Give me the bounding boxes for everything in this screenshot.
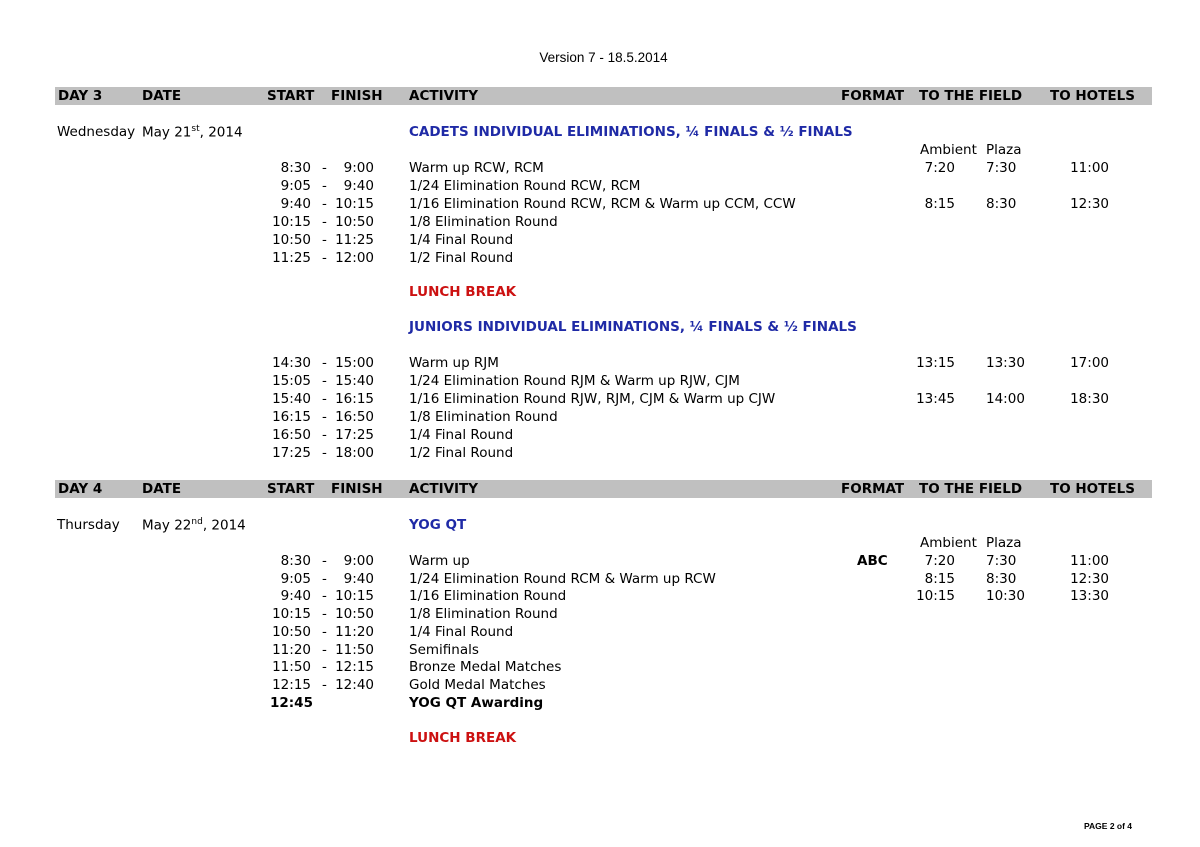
schedule-sep: - [322, 641, 327, 658]
schedule-sep: - [322, 553, 327, 569]
day3-header-date: DATE [142, 88, 182, 104]
schedule-finish: 18:00 [335, 444, 374, 461]
schedule-finish: 11:25 [335, 231, 374, 248]
schedule-start: 8:30 [280, 553, 311, 569]
schedule-sep: - [322, 623, 327, 640]
schedule-sep: - [322, 570, 327, 587]
day4-date-prefix: May 22 [142, 517, 192, 534]
schedule-ambient: 7:20 [924, 160, 955, 176]
schedule-activity: 1/24 Elimination Round RCW, RCM [409, 177, 641, 194]
schedule-sep: - [322, 606, 327, 623]
day4-section1-title: YOG QT [409, 517, 467, 533]
schedule-activity: 1/8 Elimination Round [409, 408, 558, 425]
day4-plaza-label: Plaza [986, 535, 1022, 551]
schedule-sep: - [322, 195, 327, 212]
schedule-start: 10:50 [272, 231, 311, 248]
page-footer: PAGE 2 of 4 [1084, 821, 1133, 831]
schedule-finish: 15:00 [335, 355, 374, 371]
schedule-start: 9:05 [280, 570, 311, 587]
schedule-start: 10:15 [272, 213, 311, 230]
schedule-finish: 16:50 [335, 408, 374, 425]
schedule-finish: 10:15 [335, 588, 374, 605]
day3-header-format: FORMAT [841, 88, 905, 104]
schedule-finish: 9:00 [343, 160, 374, 176]
day4-ambient-label: Ambient [920, 535, 977, 551]
schedule-activity: 1/2 Final Round [409, 249, 514, 266]
day4-date [142, 517, 246, 534]
schedule-finish: 17:25 [335, 426, 374, 443]
day3-section1-title: CADETS INDIVIDUAL ELIMINATIONS, ¼ FINALS & ½ FINALS [409, 124, 853, 140]
schedule-activity: 1/8 Elimination Round [409, 213, 558, 230]
day4-header-finish: FINISH [331, 481, 383, 497]
schedule-hotels: 11:00 [1070, 160, 1109, 176]
schedule-finish: 9:40 [343, 570, 374, 587]
schedule-activity: 1/24 Elimination Round RJM & Warm up RJW, CJM [409, 372, 740, 389]
schedule-plaza: 10:30 [986, 588, 1025, 605]
schedule-finish: 16:15 [335, 390, 374, 407]
schedule-start: 16:50 [272, 426, 311, 443]
day4-awarding-activity: YOG QT Awarding [409, 695, 544, 711]
schedule-activity: Bronze Medal Matches [409, 659, 562, 676]
day3-date-prefix: May 21 [142, 124, 192, 141]
schedule-sep: - [322, 408, 327, 425]
schedule-start: 9:40 [280, 588, 311, 605]
schedule-sep: - [322, 426, 327, 443]
schedule-ambient: 13:45 [916, 390, 955, 407]
day4-header-activity: ACTIVITY [409, 481, 479, 497]
day3-header-activity: ACTIVITY [409, 88, 479, 104]
schedule-sep: - [322, 160, 327, 176]
schedule-sep: - [322, 372, 327, 389]
schedule-finish: 10:50 [335, 606, 374, 623]
schedule-plaza: 13:30 [986, 355, 1025, 371]
day3-header-to-field: TO THE FIELD [919, 88, 1023, 104]
day4-lunch-break: LUNCH BREAK [409, 730, 517, 746]
schedule-activity: Warm up RJM [409, 355, 499, 371]
schedule-ambient: 10:15 [916, 588, 955, 605]
schedule-start: 15:40 [272, 390, 311, 407]
day3-header-finish: FINISH [331, 88, 383, 104]
schedule-activity: Warm up RCW, RCM [409, 160, 544, 176]
schedule-finish: 10:50 [335, 213, 374, 230]
schedule-finish: 11:50 [335, 641, 374, 658]
schedule-hotels: 12:30 [1070, 570, 1109, 587]
schedule-activity: 1/2 Final Round [409, 444, 514, 461]
day3-header-start: START [267, 88, 315, 104]
schedule-plaza: 8:30 [986, 570, 1017, 587]
day4-header-to-hotels: TO HOTELS [1050, 481, 1135, 497]
schedule-finish: 12:40 [335, 676, 374, 693]
schedule-activity: 1/4 Final Round [409, 623, 514, 640]
day3-date [142, 124, 243, 141]
schedule-start: 9:05 [280, 177, 311, 194]
day3-date-sup: st [191, 124, 200, 134]
schedule-sep: - [322, 676, 327, 693]
schedule-start: 11:20 [272, 641, 311, 658]
schedule-sep: - [322, 177, 327, 194]
schedule-finish: 12:15 [335, 659, 374, 676]
day4-header-day: DAY 4 [58, 481, 103, 497]
schedule-activity: 1/4 Final Round [409, 426, 514, 443]
schedule-plaza: 8:30 [986, 195, 1017, 212]
schedule-finish: 9:00 [343, 553, 374, 569]
schedule-start: 10:50 [272, 623, 311, 640]
day3-section2-title: JUNIORS INDIVIDUAL ELIMINATIONS, ¼ FINALS & ½ FINALS [409, 319, 857, 335]
schedule-start: 11:25 [272, 249, 311, 266]
schedule-finish: 9:40 [343, 177, 374, 194]
schedule-ambient: 8:15 [924, 195, 955, 212]
schedule-start: 17:25 [272, 444, 311, 461]
schedule-activity: 1/16 Elimination Round RCW, RCM & Warm up CCM, CCW [409, 195, 796, 212]
day3-header-to-hotels: TO HOTELS [1050, 88, 1135, 104]
schedule-start: 12:15 [272, 676, 311, 693]
schedule-sep: - [322, 355, 327, 371]
day4-header-to-field: TO THE FIELD [919, 481, 1023, 497]
schedule-ambient: 13:15 [916, 355, 955, 371]
schedule-start: 11:50 [272, 659, 311, 676]
schedule-start: 8:30 [280, 160, 311, 176]
schedule-finish: 12:00 [335, 249, 374, 266]
schedule-sep: - [322, 659, 327, 676]
schedule-hotels: 12:30 [1070, 195, 1109, 212]
schedule-sep: - [322, 390, 327, 407]
day3-weekday: Wednesday [57, 124, 136, 140]
schedule-start: 15:05 [272, 372, 311, 389]
schedule-sep: - [322, 444, 327, 461]
schedule-ambient: 8:15 [924, 570, 955, 587]
schedule-activity: Gold Medal Matches [409, 676, 546, 693]
schedule-finish: 11:20 [335, 623, 374, 640]
schedule-plaza: 7:30 [986, 160, 1017, 176]
schedule-activity: 1/16 Elimination Round RJW, RJM, CJM & Warm up CJW [409, 390, 776, 407]
schedule-hotels: 17:00 [1070, 355, 1109, 371]
schedule-activity: 1/4 Final Round [409, 231, 514, 248]
schedule-start: 10:15 [272, 606, 311, 623]
day4-awarding-time: 12:45 [270, 695, 313, 711]
schedule-start: 14:30 [272, 355, 311, 371]
schedule-hotels: 13:30 [1070, 588, 1109, 605]
version-label: Version 7 - 18.5.2014 [539, 50, 668, 65]
day4-header-start: START [267, 481, 315, 497]
day3-header-day: DAY 3 [58, 88, 103, 104]
schedule-activity: Warm up [409, 553, 470, 569]
schedule-sep: - [322, 231, 327, 248]
schedule-plaza: 7:30 [986, 553, 1017, 569]
day3-lunch-break: LUNCH BREAK [409, 284, 517, 300]
schedule-finish: 15:40 [335, 372, 374, 389]
schedule-ambient: 7:20 [924, 553, 955, 569]
schedule-sep: - [322, 249, 327, 266]
schedule-plaza: 14:00 [986, 390, 1025, 407]
schedule-hotels: 18:30 [1070, 390, 1109, 407]
schedule-activity: 1/16 Elimination Round [409, 588, 567, 605]
day3-plaza-label: Plaza [986, 142, 1022, 158]
day4-header-date: DATE [142, 481, 182, 497]
schedule-activity: 1/24 Elimination Round RCM & Warm up RCW [409, 570, 716, 587]
day4-format-value: ABC [857, 553, 888, 569]
day4-date-sup: nd [191, 517, 203, 527]
day4-header-format: FORMAT [841, 481, 905, 497]
schedule-activity: 1/8 Elimination Round [409, 606, 558, 623]
schedule-start: 16:15 [272, 408, 311, 425]
schedule-sep: - [322, 213, 327, 230]
day3-date-suffix: , 2014 [199, 124, 243, 141]
schedule-finish: 10:15 [335, 195, 374, 212]
schedule-activity: Semifinals [409, 641, 479, 658]
day4-date-suffix: , 2014 [202, 517, 246, 534]
day3-ambient-label: Ambient [920, 142, 977, 158]
schedule-hotels: 11:00 [1070, 553, 1109, 569]
schedule-start: 9:40 [280, 195, 311, 212]
day4-weekday: Thursday [57, 517, 120, 533]
schedule-sep: - [322, 588, 327, 605]
